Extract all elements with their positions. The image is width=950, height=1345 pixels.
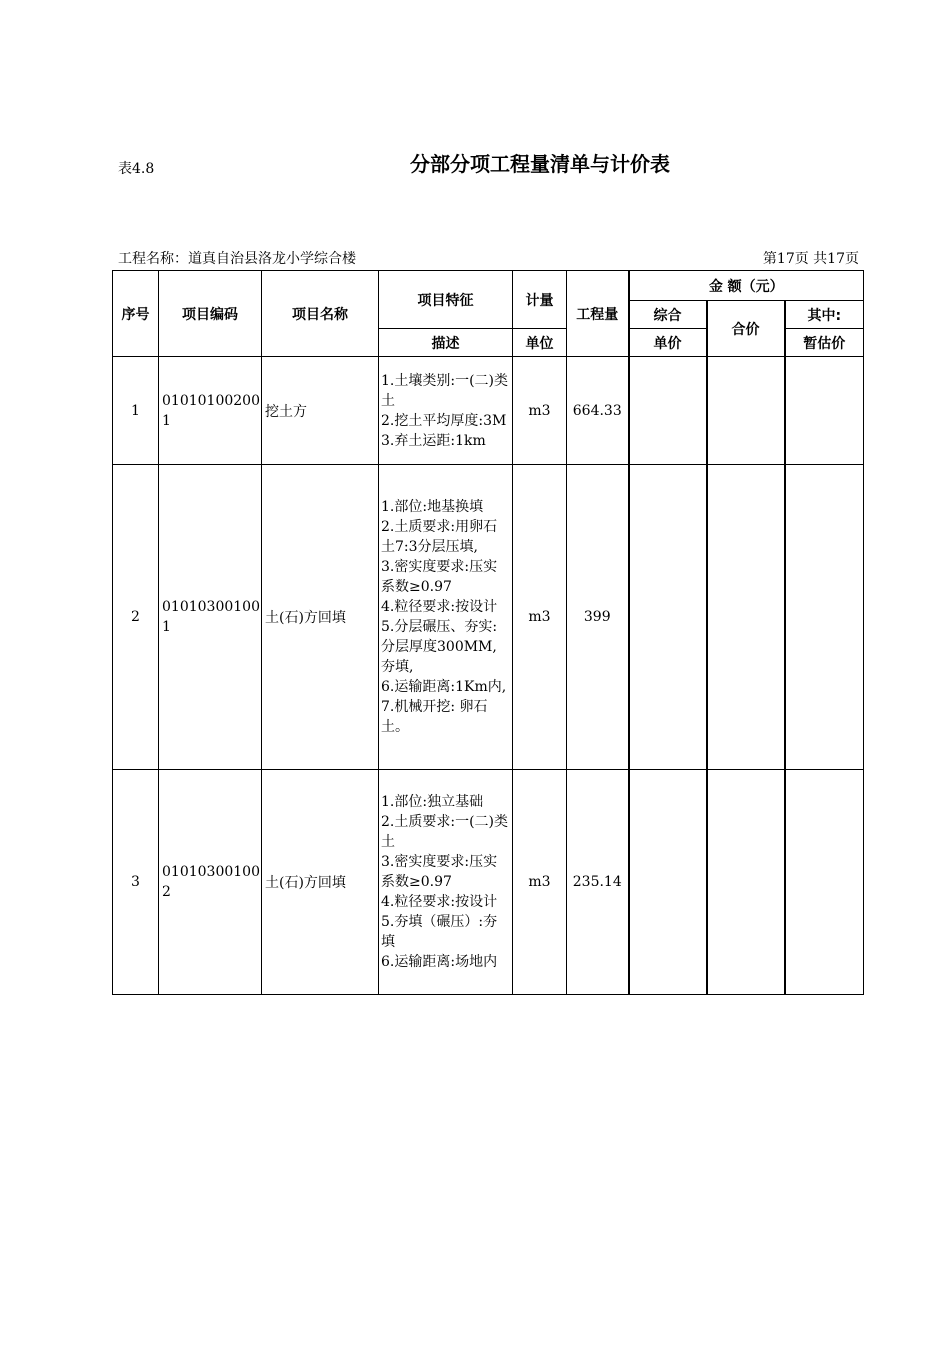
row-estimate <box>785 465 864 770</box>
row-unit: m3 <box>513 357 567 465</box>
row-composite-price <box>629 465 707 770</box>
header-amount: 金 额（元） <box>629 271 864 301</box>
row-code: 010101002001 <box>159 357 262 465</box>
header-unit-top: 计量 <box>513 271 567 329</box>
row-composite-price <box>629 357 707 465</box>
project-name: 工程名称：道真自治县洛龙小学综合楼 <box>118 251 356 267</box>
row-total <box>707 770 785 995</box>
header-among-top: 其中: <box>785 301 864 329</box>
row-code: 010103001001 <box>159 465 262 770</box>
header-quantity: 工程量 <box>567 271 629 357</box>
header-composite-top: 综合 <box>629 301 707 329</box>
row-estimate <box>785 770 864 995</box>
row-code: 010103001002 <box>159 770 262 995</box>
page-info: 第17页 共17页 <box>762 251 859 267</box>
row-seq: 3 <box>113 770 159 995</box>
table-row <box>113 357 864 465</box>
row-seq: 1 <box>113 357 159 465</box>
row-name: 土(石)方回填 <box>262 465 379 770</box>
row-estimate <box>785 357 864 465</box>
row-total <box>707 357 785 465</box>
row-quantity: 664.33 <box>567 357 629 465</box>
bill-table <box>112 270 864 995</box>
header-among-bottom: 暂估价 <box>785 329 864 357</box>
header-total: 合价 <box>707 301 785 357</box>
row-seq: 2 <box>113 465 159 770</box>
row-desc: 1.土壤类别:一(二)类土 2.挖土平均厚度:3M 3.弃土运距:1km <box>379 357 513 465</box>
header-code: 项目编码 <box>159 271 262 357</box>
row-name: 挖土方 <box>262 357 379 465</box>
table-row <box>113 770 864 995</box>
page-title: 分部分项工程量清单与计价表 <box>410 152 670 176</box>
header-unit-bottom: 单位 <box>513 329 567 357</box>
row-desc: 1.部位:独立基础 2.土质要求:一(二)类土 3.密实度要求:压实系数≥0.97 4.粒径要求:按设计 5.夯填（碾压）:夯填 6.运输距离:场地内 <box>379 770 513 995</box>
row-name: 土(石)方回填 <box>262 770 379 995</box>
row-unit: m3 <box>513 770 567 995</box>
row-quantity: 235.14 <box>567 770 629 995</box>
row-unit: m3 <box>513 465 567 770</box>
table-number: 表4.8 <box>118 161 155 177</box>
header-feature: 项目特征 <box>379 271 513 329</box>
header-name: 项目名称 <box>262 271 379 357</box>
header-describe: 描述 <box>379 329 513 357</box>
row-composite-price <box>629 770 707 995</box>
row-desc: 1.部位:地基换填 2.土质要求:用卵石土7:3分层压填, 3.密实度要求:压实系数≥0.97 4.粒径要求:按设计 5.分层碾压、夯实:分层厚度300MM,夯填, 6.运输距离:1Km内, 7.机械开挖: 卵石土。 <box>379 465 513 770</box>
row-quantity: 399 <box>567 465 629 770</box>
row-total <box>707 465 785 770</box>
header-seq: 序号 <box>113 271 159 357</box>
header-composite-bottom: 单价 <box>629 329 707 357</box>
table-row <box>113 465 864 770</box>
